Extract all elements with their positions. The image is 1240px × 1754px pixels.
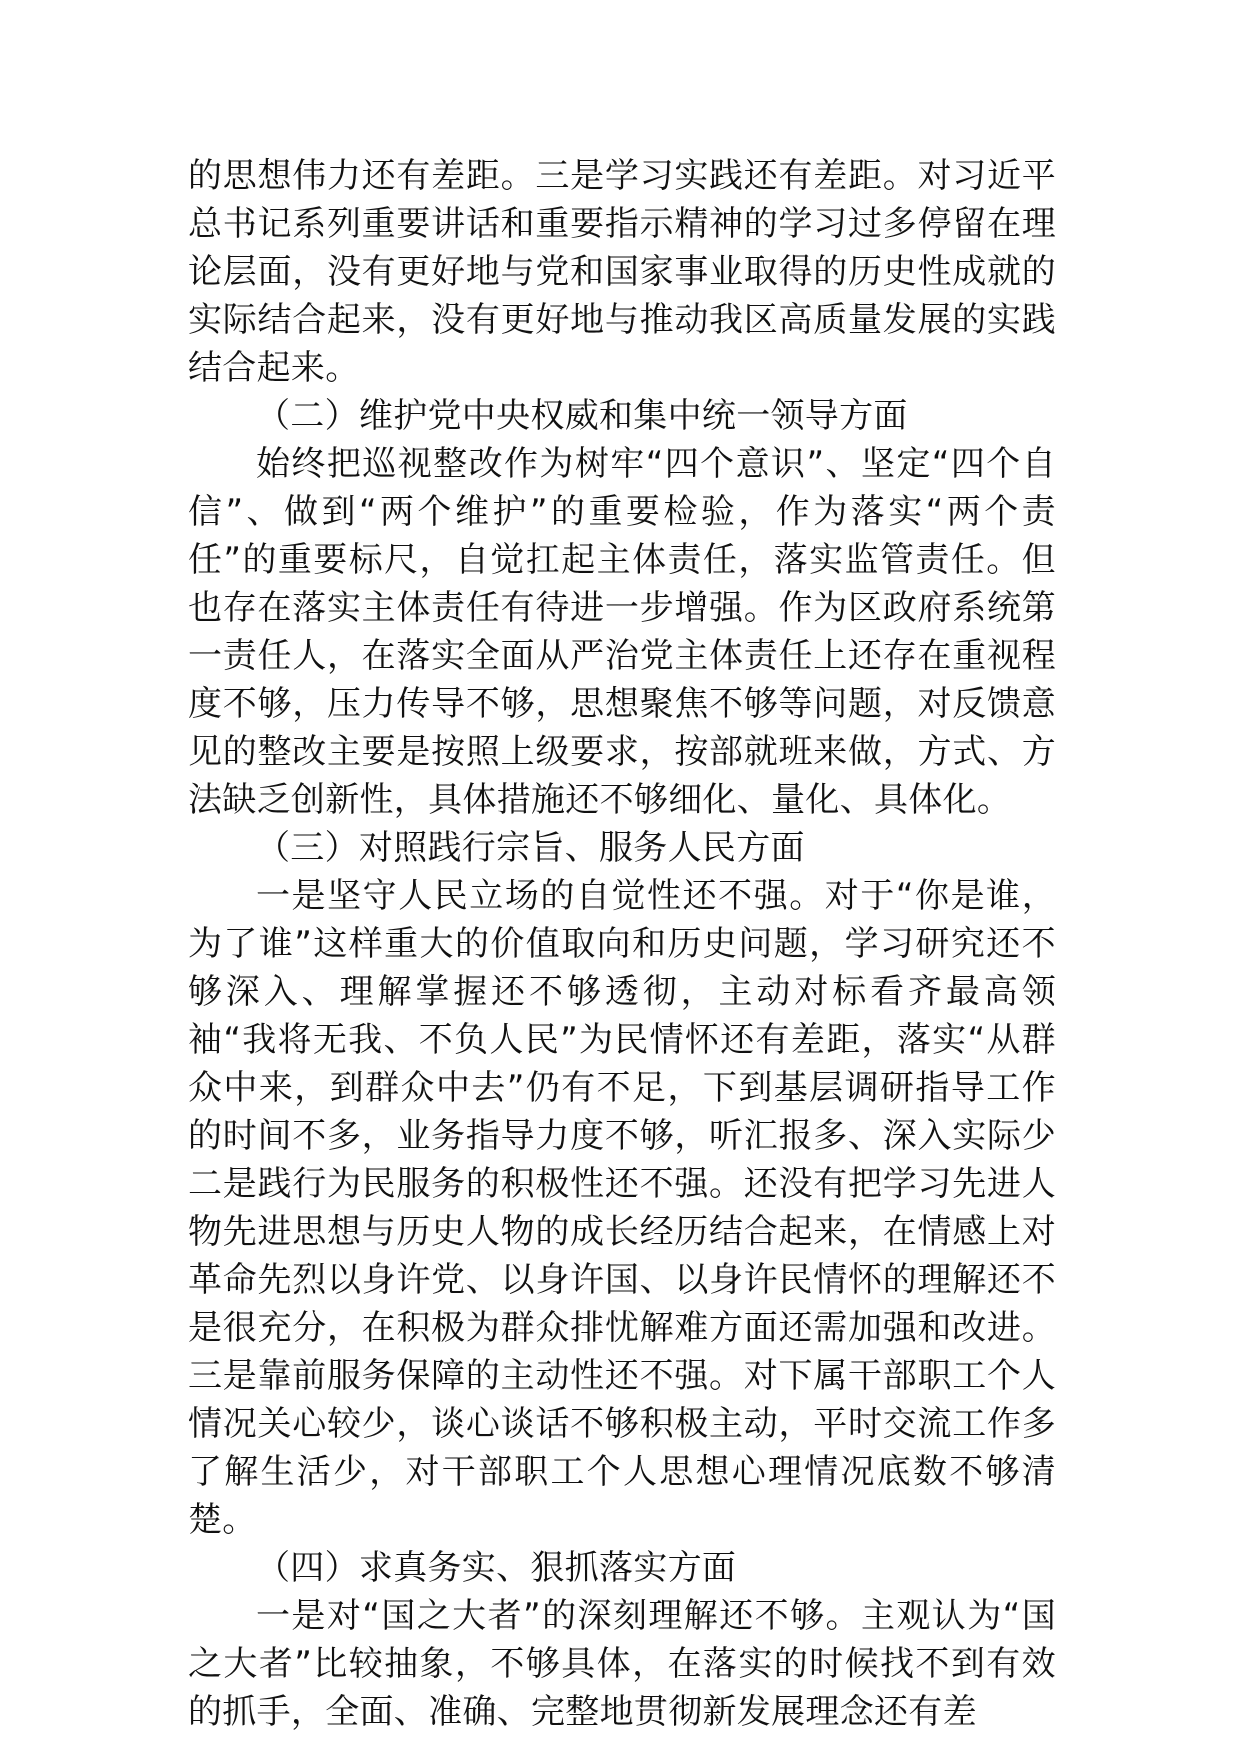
section-heading-2: （二）维护党中央权威和集中统一领导方面	[256, 396, 908, 436]
section-heading-4: （四）求真务实、狠抓落实方面	[256, 1548, 737, 1588]
paragraph-section-3: 一是坚守人民立场的自觉性还不强。对于“你是谁，为了谁”这样重大的价值取向和历史问题，学习研究还不够深入、理解掌握还不够透彻，主动对标看齐最高领袖“我将无我、不负人民”为民情怀还有差距，落实“从群众中来，到群众中去”仍有不足，下到基层调研指导工作的时间不多，业务指导力度不够，听汇报多、深入实际少二是践行为民服务的积极性还不强。还没有把学习先进人物先进思想与历史人物的成长经历结合起来，在情感上对革命先烈以身许党、以身许国、以身许民情怀的理解还不是很充分，在积极为群众排忧解难方面还需加强和改进。三是靠前服务保障的主动性还不强。对下属干部职工个人情况关心较少，谈心谈话不够积极主动，平时交流工作多了解生活少，对干部职工个人思想心理情况底数不够清楚。	[188, 876, 1056, 1540]
paragraph-section-2: 始终把巡视整改作为树牢“四个意识”、坚定“四个自信”、做到“两个维护”的重要检验，作为落实“两个责任”的重要标尺，自觉扛起主体责任，落实监管责任。但也存在落实主体责任有待进一步增强。作为区政府系统第一责任人，在落实全面从严治党主体责任上还存在重视程度不够，压力传导不够，思想聚焦不够等问题，对反馈意见的整改主要是按照上级要求，按部就班来做，方式、方法缺乏创新性，具体措施还不够细化、量化、具体化。	[188, 444, 1056, 820]
paragraph-section-4: 一是对“国之大者”的深刻理解还不够。主观认为“国之大者”比较抽象，不够具体，在落实的时候找不到有效的抓手，全面、准确、完整地贯彻新发展理念还有差	[188, 1596, 1056, 1732]
section-heading-3: （三）对照践行宗旨、服务人民方面	[256, 828, 805, 868]
paragraph-continuation: 的思想伟力还有差距。三是学习实践还有差距。对习近平总书记系列重要讲话和重要指示精神的学习过多停留在理论层面，没有更好地与党和国家事业取得的历史性成就的实际结合起来，没有更好地与推动我区高质量发展的实践结合起来。	[188, 156, 1056, 388]
document-page	[188, 152, 1056, 1736]
